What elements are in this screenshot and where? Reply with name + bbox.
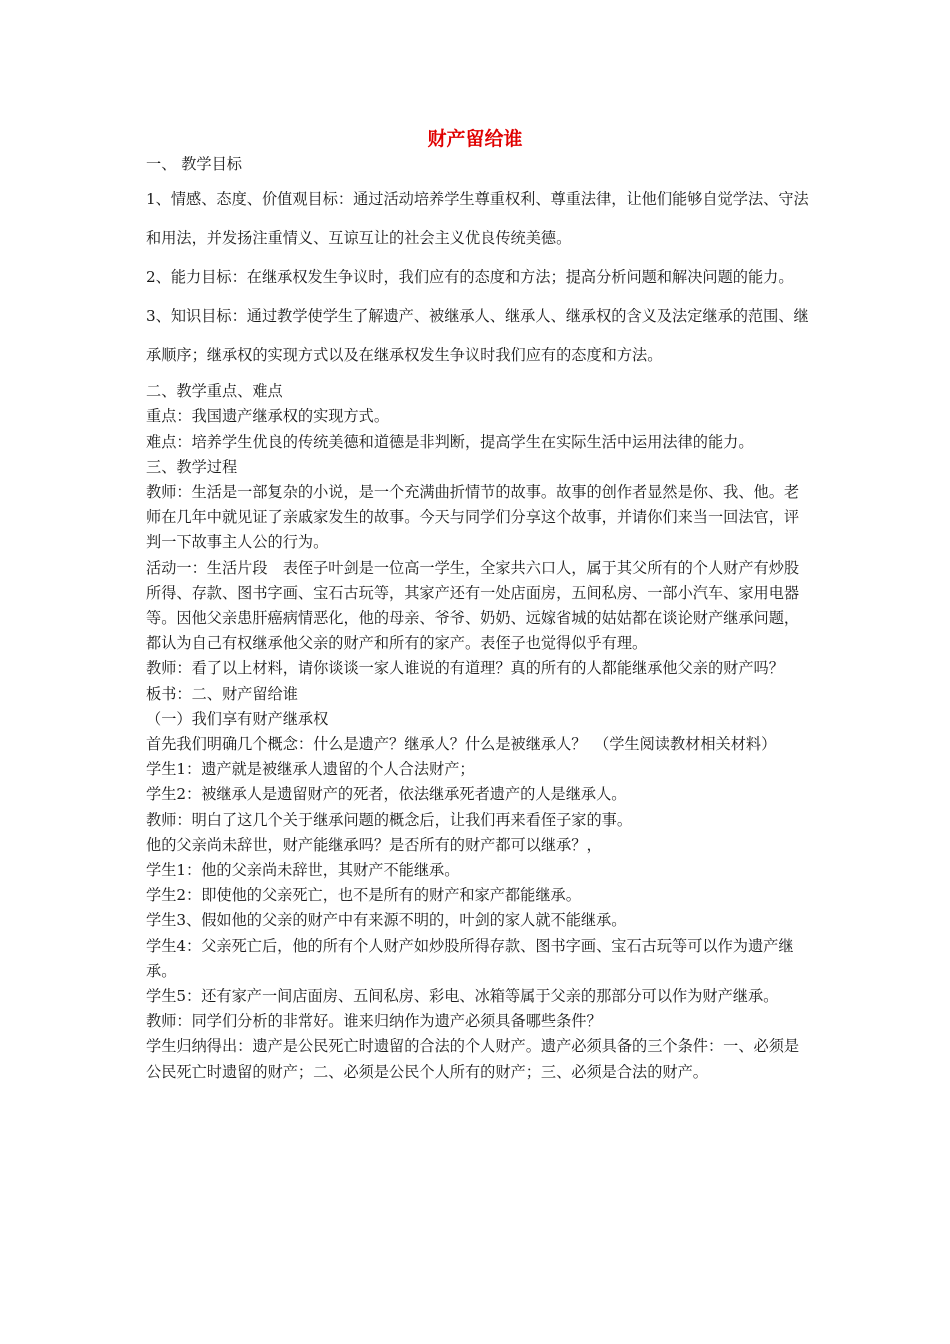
body-paragraph: 教师：看了以上材料，请你谈谈一家人谁说的有道理？真的所有的人都能继承他父亲的财产吗？ [146,659,784,678]
body-paragraph: 教师：生活是一部复杂的小说，是一个充满曲折情节的故事。故事的创作者显然是你、我、他。老师在几年中就见证了亲戚家发生的故事。今天与同学们分享这个故事，并请你们来当一回法官，评判一下故事主人公的行为。 [146,483,800,552]
body-paragraph: 学生1：遗产就是被继承人遗留的个人合法财产； [146,760,475,779]
body-paragraph: 学生4：父亲死亡后，他的所有个人财产如炒股所得存款、图书字画、宝石古玩等可以作为遗产继承。 [146,936,794,980]
body-paragraph: 首先我们明确几个概念：什么是遗产？继承人？什么是被继承人？ （学生阅读教材相关材料） [146,735,777,754]
body-paragraph: 学生2：被继承人是遗留财产的死者，依法继承死者遗产的人是继承人。 [146,785,627,804]
section-heading: 一、 教学目标 [146,155,242,173]
document-body [146,152,810,1085]
objective-paragraph: 1、情感、态度、价值观目标：通过活动培养学生尊重权利、尊重法律，让他们能够自觉学法、守法和用法，并发扬注重情义、互谅互让的社会主义优良传统美德。 [146,190,809,248]
body-paragraph: 他的父亲尚未辞世，财产能继承吗？是否所有的财产都可以继承？， [146,835,602,854]
section-heading: 二、教学重点、难点 [146,382,283,401]
objective-paragraph: 2、能力目标：在继承权发生争议时，我们应有的态度和方法；提高分析问题和解决问题的能力。 [146,268,794,287]
body-paragraph: 教师：同学们分析的非常好。谁来归纳作为遗产必须具备哪些条件？ [146,1012,602,1031]
section-heading: 三、教学过程 [146,457,238,476]
body-paragraph: 学生1：他的父亲尚未辞世，其财产不能继承。 [146,861,460,880]
body-paragraph: 学生归纳得出：遗产是公民死亡时遗留的合法的个人财产。遗产必须具备的三个条件：一、必须是公民死亡时遗留的财产；二、必须是公民个人所有的财产；三、必须是合法的财产。 [146,1037,800,1081]
body-paragraph: 难点：培养学生优良的传统美德和道德是非判断，提高学生在实际生活中运用法律的能力。 [146,432,754,451]
objective-paragraph: 3、知识目标：通过教学使学生了解遗产、被继承人、继承人、继承权的含义及法定继承的范围、继承顺序；继承权的实现方式以及在继承权发生争议时我们应有的态度和方法。 [146,307,809,365]
body-paragraph: 学生2：即使他的父亲死亡，也不是所有的财产和家产都能继承。 [146,886,581,905]
subsection-heading: （一）我们享有财产继承权 [146,709,329,728]
body-paragraph: 学生5：还有家产一间店面房、五间私房、彩电、冰箱等属于父亲的那部分可以作为财产继承。 [146,987,779,1006]
body-paragraph: 板书：二、财产留给谁 [146,684,298,703]
body-paragraph: 活动一：生活片段 表侄子叶剑是一位高一学生，全家共六口人，属于其父所有的个人财产有炒股所得、存款、图书字画、宝石古玩等，其家产还有一处店面房，五间私房、一部小汽车、家用电器等。因他父亲患肝癌病情恶化，他的母亲、爷爷、奶奶、远嫁省城的姑姑都在谈论财产继承问题，都认为自己有权继承他父亲的财产和所有的家产。表侄子也觉得似乎有理。 [146,558,800,653]
body-paragraph: 重点：我国遗产继承权的实现方式。 [146,407,389,426]
document-title: 财产留给谁 [427,128,523,150]
body-paragraph: 教师：明白了这几个关于继承问题的概念后，让我们再来看侄子家的事。 [146,810,632,829]
body-paragraph: 学生3、假如他的父亲的财产中有来源不明的，叶剑的家人就不能继承。 [146,911,627,930]
